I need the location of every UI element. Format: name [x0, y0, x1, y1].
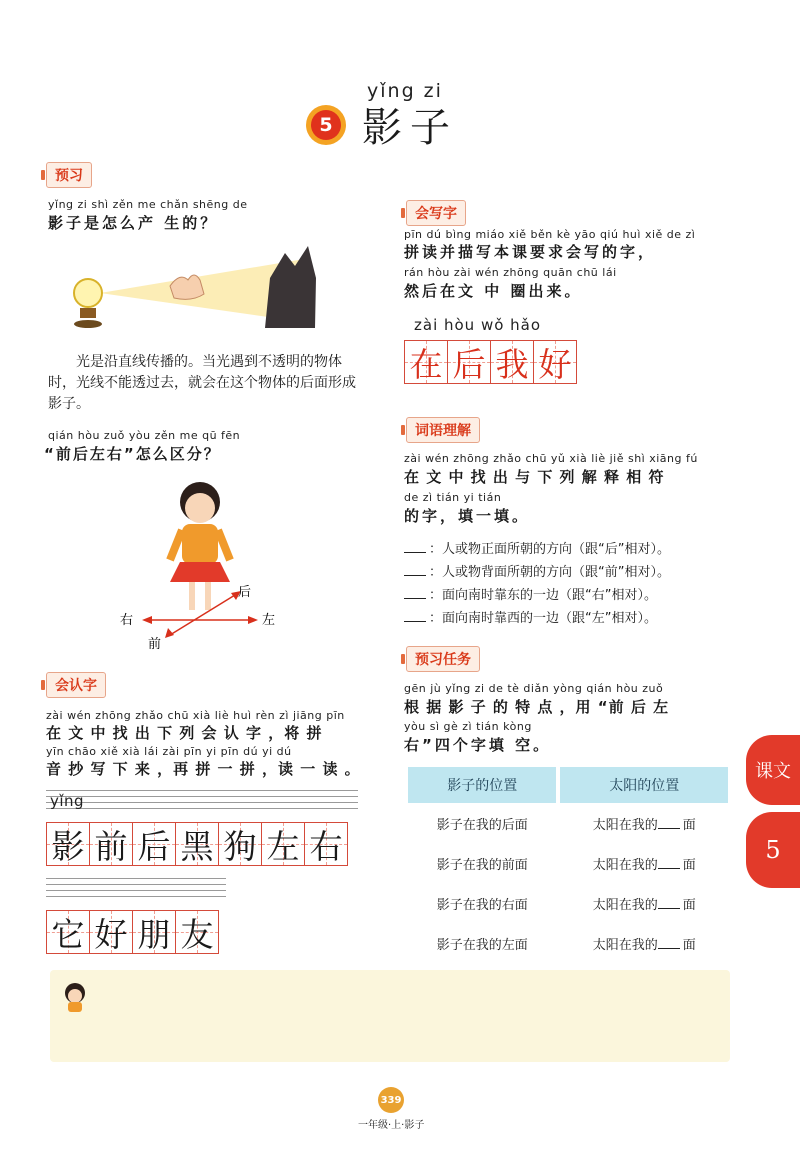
char-cell: 影 [51, 826, 85, 866]
write-line2-pinyin: rán hòu zài wén zhōng quān chū lái [404, 266, 617, 279]
recognize-tag: 会认字 [46, 672, 106, 698]
page-number-badge [378, 1087, 404, 1113]
question1: 影子是怎么产 生的？ [48, 214, 219, 232]
char-cell: 狗 [223, 826, 257, 866]
write-line2: 然后在文 中 圈出来。 [404, 282, 583, 300]
write-tag: 会写字 [406, 200, 466, 226]
task-line1: 根 据 影 子 的 特 点 ，用 “前 后 左 [404, 698, 670, 716]
dir-left: 左 [262, 613, 276, 628]
page-number: 339 [380, 1094, 402, 1106]
char-cell: 右 [309, 826, 343, 866]
write-chars-pinyin: zài hòu wǒ hǎo [414, 316, 542, 334]
question2-pinyin: qián hòu zuǒ yòu zěn me qū fēn [48, 429, 241, 442]
recognize-chars-row1 [46, 822, 348, 866]
shadow-illustration [60, 238, 360, 338]
shadow-cell: 影子在我的左面 [436, 937, 528, 953]
hand-icon [170, 275, 204, 299]
dir-back: 后 [238, 585, 252, 600]
recognize-line2: 音 抄 写 下 来 ，再 拼 一 拼 ，读 一 读 。 [46, 760, 361, 778]
vocab-item [404, 584, 657, 603]
answer-blank[interactable] [404, 575, 426, 576]
shadow-cell: 影子在我的前面 [436, 857, 528, 873]
side-tab-label: 课文 [755, 761, 791, 782]
char-cell: 我 [495, 344, 529, 384]
vocab-item [404, 607, 657, 626]
answer-blank[interactable] [404, 621, 426, 622]
recognize-line1: 在 文 中 找 出 下 列 会 认 字 ，将 拼 [46, 724, 323, 742]
vocab-item-text: ：面向南时靠东的一边（跟“右”相对）。 [429, 588, 657, 603]
title-pinyin: yǐng zi [367, 80, 443, 102]
vocab-line2-pinyin: de zì tián yi tián [404, 491, 502, 504]
lightbulb-icon [74, 279, 102, 307]
char-cell: 前 [94, 826, 128, 866]
preview-tag: 预习 [46, 162, 92, 188]
sun-cell: 太阳在我的 面 [592, 937, 696, 953]
task-line1-pinyin: gēn jù yǐng zi de tè diǎn yòng qián hòu zuǒ [404, 682, 664, 695]
dir-front: 前 [148, 637, 162, 652]
sun-cell: 太阳在我的 面 [592, 897, 696, 913]
char-cell: 在 [409, 344, 443, 384]
pinyin-writing-lines [46, 790, 358, 814]
side-tab-number-label: 5 [765, 836, 781, 864]
table-header-sun: 太阳的位置 [560, 767, 728, 803]
task-line2-pinyin: yòu sì gè zì tián kòng [404, 720, 532, 733]
dog-shadow [265, 246, 316, 328]
task-tag: 预习任务 [406, 646, 480, 672]
write-line1-pinyin: pīn dú bìng miáo xiě běn kè yāo qiú huì xiě de zì [404, 228, 696, 241]
table-header-shadow: 影子的位置 [408, 767, 556, 803]
light-paragraph: 光是沿直线传播的。当光遇到不透明的物体时，光线不能透过去，就会在这个物体的后面形成影子。 [48, 354, 356, 412]
shadow-cell: 影子在我的后面 [436, 817, 528, 833]
task-line2: 右”四个字填 空。 [404, 736, 552, 754]
char-cell: 友 [180, 914, 214, 954]
shadow-cell: 影子在我的右面 [436, 897, 528, 913]
footer-caption: 一年级·上·影子 [358, 1120, 425, 1131]
char-cell: 后 [452, 344, 486, 384]
recognize-line2-pinyin: yīn chāo xiě xià lái zài pīn yi pīn dú yi dú [46, 745, 292, 758]
vocab-item-text: ：面向南时靠西的一边（跟“左”相对）。 [429, 611, 657, 626]
direction-illustration [110, 470, 310, 660]
question1-pinyin: yǐng zi shì zěn me chǎn shēng de [48, 198, 248, 211]
vocab-line2: 的字，填一填。 [404, 507, 531, 525]
recognize-line1-pinyin: zài wén zhōng zhǎo chū xià liè huì rèn zì jiāng pīn [46, 709, 345, 722]
sun-cell: 太阳在我的 面 [592, 857, 696, 873]
char-cell: 好 [94, 914, 128, 954]
answer-blank[interactable] [658, 828, 680, 829]
page-title: 影子 [362, 105, 458, 151]
vocab-item [404, 561, 670, 580]
answer-blank[interactable] [658, 868, 680, 869]
char-cell: 左 [266, 826, 300, 866]
write-chars [404, 340, 577, 384]
answer-blank[interactable] [658, 948, 680, 949]
girl-avatar-icon [62, 982, 88, 1012]
question2: “前后左右”怎么区分？ [44, 445, 221, 463]
vocab-item-text: ：人或物背面所朝的方向（跟“前”相对）。 [429, 565, 670, 580]
char-cell: 后 [137, 826, 171, 866]
recognize-chars-row2 [46, 910, 219, 954]
shadow-position-table [404, 767, 732, 963]
table-row [408, 843, 728, 883]
pinyin-writing-lines-2 [46, 878, 226, 902]
dir-right: 右 [120, 613, 134, 628]
notes-area[interactable] [50, 970, 730, 1062]
answer-blank[interactable] [658, 908, 680, 909]
answer-blank[interactable] [404, 552, 426, 553]
table-row [408, 923, 728, 963]
vocab-item [404, 538, 670, 557]
char-cell: 好 [538, 344, 572, 384]
sample-pinyin: yǐng [50, 792, 85, 810]
vocab-line1: 在 文 中 找 出 与 下 列 解 释 相 符 [404, 468, 665, 486]
answer-blank[interactable] [404, 598, 426, 599]
vocab-item-text: ：人或物正面所朝的方向（跟“后”相对）。 [429, 542, 670, 557]
side-tab-number[interactable] [746, 812, 800, 888]
char-cell: 它 [51, 914, 85, 954]
side-tab-lesson[interactable] [746, 735, 800, 805]
char-cell: 朋 [137, 914, 171, 954]
table-row [408, 803, 728, 843]
table-row [408, 883, 728, 923]
lesson-number: 5 [311, 110, 341, 140]
write-line1: 拼读并描写本课要求会写的字， [404, 243, 657, 261]
lesson-number-badge [306, 105, 346, 145]
vocab-line1-pinyin: zài wén zhōng zhǎo chū yǔ xià liè jiě shì xiāng fú [404, 452, 698, 465]
sun-cell: 太阳在我的 面 [592, 817, 696, 833]
vocab-tag: 词语理解 [406, 417, 480, 443]
char-cell: 黑 [180, 826, 214, 866]
